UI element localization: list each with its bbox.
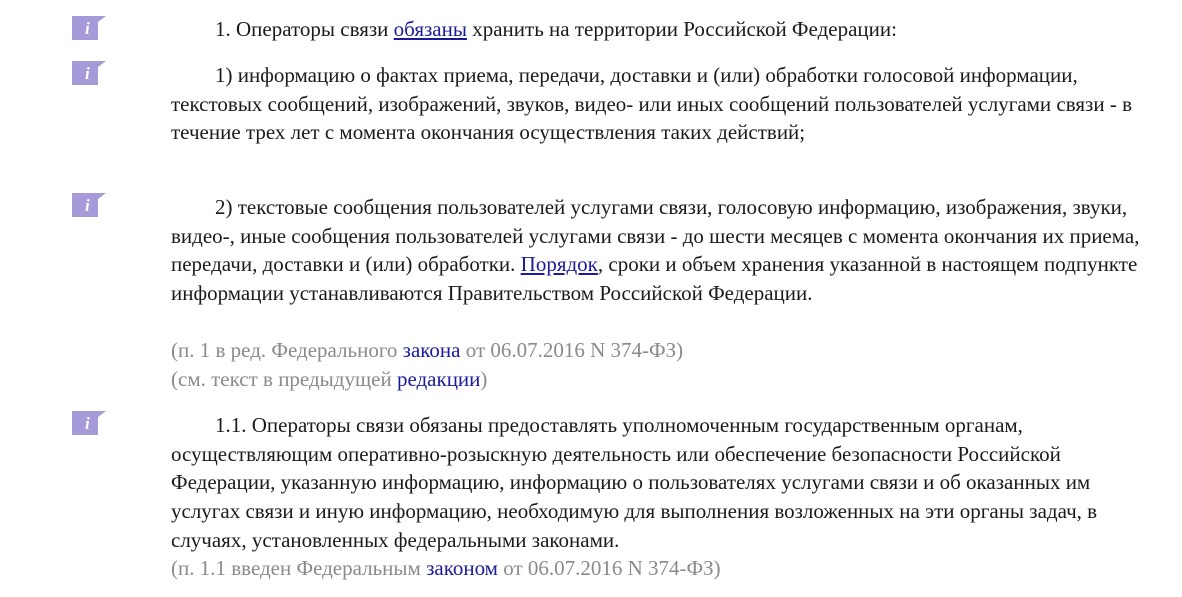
info-icon[interactable] (72, 61, 106, 85)
amendment-note-2 (171, 365, 1161, 394)
info-icon[interactable] (72, 193, 106, 217)
svg-text:i: i (85, 64, 90, 83)
paragraph-2: 1) информацию о фактах приема, передачи, доставки и (или) обработки голосовой информации, текстовых сообщений, изображений, звуков, видео- или иных сообщений пользователей услугами связи - в течение трех лет с момента окончания осуществления таких действий; (171, 63, 1132, 145)
note-2-after: ) (480, 367, 488, 391)
note-2-before: (см. текст в предыдущей (171, 367, 397, 391)
link-redaktsii[interactable]: редакции (396, 367, 481, 391)
svg-text:i: i (85, 19, 90, 38)
link-zakona[interactable]: закона (402, 338, 461, 362)
note-1-after: от 06.07.2016 N 374-ФЗ) (460, 338, 684, 362)
info-icon[interactable] (72, 411, 106, 435)
link-obyazany[interactable]: обязаны (393, 17, 467, 41)
note-1-before: (п. 1 в ред. Федерального (171, 338, 403, 362)
paragraph-1-before: 1. Операторы связи (215, 17, 394, 41)
paragraph-1 (171, 15, 1161, 44)
note-3-after: от 06.07.2016 N 374-ФЗ) (497, 556, 721, 580)
link-zakonom[interactable]: законом (426, 556, 498, 580)
paragraph-3-after: , сроки и объем хранения указанной в настоящем подпункте информации устанавливаются Правительством Российской Федерации. (171, 252, 1138, 306)
paragraph-3 (171, 193, 1161, 308)
paragraph-3-before: 2) текстовые сообщения пользователей услугами связи, голосовую информацию, изображения, звуки, видео-, иные сообщения пользователей услугами связи - до шести месяцев с момента окончания их приема, передачи, доставки и (или) обработки. (171, 195, 1140, 277)
paragraph-1-after: хранить на территории Российской Федерации: (466, 17, 897, 41)
info-icon[interactable] (72, 16, 106, 40)
svg-text:i: i (85, 196, 90, 215)
note-3-before: (п. 1.1 введен Федеральным (171, 556, 427, 580)
paragraph-4: 1.1. Операторы связи обязаны предоставлять уполномоченным государственным органам, осуществляющим оперативно-розыскную деятельность или обеспечение безопасности Российской Федерации, указанную информацию, информацию о пользователях услугами связи и об оказанных им услугах связи и иную информацию, необходимую для выполнения возложенных на эти органы задач, в случаях, установленных федеральными законами. (171, 413, 1098, 552)
amendment-note-1 (171, 336, 1161, 365)
svg-text:i: i (85, 414, 90, 433)
amendment-note-3 (171, 554, 1161, 583)
link-poryadok[interactable]: Порядок (520, 252, 598, 277)
